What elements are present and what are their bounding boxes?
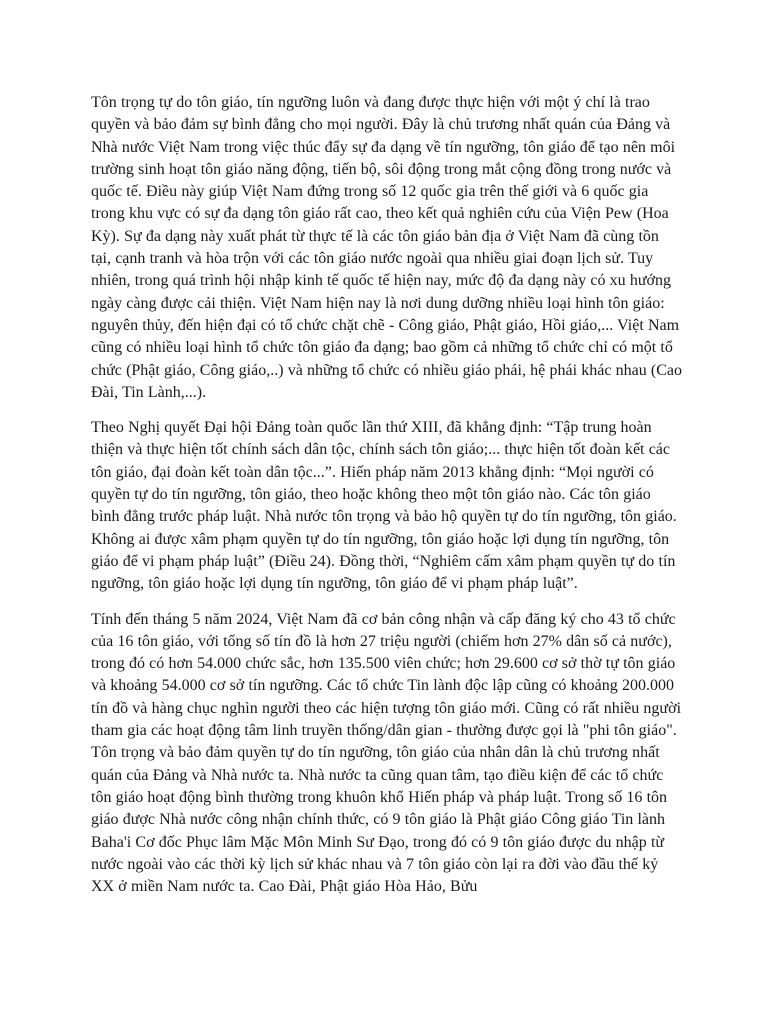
- document-body: [91, 92, 683, 911]
- paragraph-1: Tôn trọng tự do tôn giáo, tín ngưỡng luôn và đang được thực hiện với một ý chí là trao quyền và bảo đảm sự bình đẳng cho mọi người. Đây là chủ trương nhất quán của Đảng và Nhà nước Việt Nam trong việc thúc đẩy sự đa dạng về tín ngưỡng, tôn giáo để tạo nên môi trường sinh hoạt tôn giáo năng động, tiến bộ, sôi động trong mắt cộng đồng trong nước và quốc tế. Điều này giúp Việt Nam đứng trong số 12 quốc gia trên thế giới và 6 quốc gia trong khu vực có sự đa dạng tôn giáo rất cao, theo kết quả nghiên cứu của Viện Pew (Hoa Kỳ). Sự đa dạng này xuất phát từ thực tế là các tôn giáo bản địa ở Việt Nam đã cùng tồn tại, cạnh tranh và hòa trộn với các tôn giáo nước ngoài qua nhiều giai đoạn lịch sử. Tuy nhiên, trong quá trình hội nhập kinh tế quốc tế hiện nay, mức độ đa dạng này có xu hướng ngày càng được cải thiện. Việt Nam hiện nay là nơi dung dưỡng nhiều loại hình tôn giáo: nguyên thủy, đến hiện đại có tổ chức chặt chẽ - Công giáo, Phật giáo, Hồi giáo,... Việt Nam cũng có nhiều loại hình tổ chức tôn giáo đa dạng; bao gồm cả những tổ chức chỉ có một tổ chức (Phật giáo, Công giáo,..) và những tổ chức có nhiều giáo phái, hệ phái khác nhau (Cao Đài, Tin Lành,...).: [91, 94, 683, 401]
- paragraph-3: Tính đến tháng 5 năm 2024, Việt Nam đã cơ bản công nhận và cấp đăng ký cho 43 tổ chức của 16 tôn giáo, với tổng số tín đồ là hơn 27 triệu người (chiếm hơn 27% dân số cả nước), trong đó có hơn 54.000 chức sắc, hơn 135.500 viên chức; hơn 29.600 cơ sở thờ tự tôn giáo và khoảng 54.000 cơ sở tín ngưỡng. Các tổ chức Tin lành độc lập cũng có khoảng 200.000 tín đồ và hàng chục nghìn người theo các hiện tượng tôn giáo mới. Cũng có rất nhiều người tham gia các hoạt động tâm linh truyền thống/dân gian - thường được gọi là "phi tôn giáo". Tôn trọng và bảo đảm quyền tự do tín ngưỡng, tôn giáo của nhân dân là chủ trương nhất quán của Đảng và Nhà nước ta. Nhà nước ta cũng quan tâm, tạo điều kiện để các tổ chức tôn giáo hoạt động bình thường trong khuôn khổ Hiến pháp và pháp luật. Trong số 16 tôn giáo được Nhà nước công nhận chính thức, có 9 tôn giáo là Phật giáo Công giáo Tin lành Baha'i Cơ đốc Phục lâm Mặc Môn Minh Sư Đạo, trong đó có 9 tôn giáo được du nhập từ nước ngoài vào các thời kỳ lịch sử khác nhau và 7 tôn giáo còn lại ra đời vào đầu thế kỷ XX ở miền Nam nước ta. Cao Đài, Phật giáo Hòa Hảo, Bửu: [91, 610, 682, 896]
- paragraph-2: Theo Nghị quyết Đại hội Đảng toàn quốc lần thứ XIII, đã khẳng định: “Tập trung hoàn thiện và thực hiện tốt chính sách dân tộc, chính sách tôn giáo;... thực hiện tốt đoàn kết các tôn giáo, đại đoàn kết toàn dân tộc...”. Hiến pháp năm 2013 khẳng định: “Mọi người có quyền tự do tín ngưỡng, tôn giáo, theo hoặc không theo một tôn giáo nào. Các tôn giáo bình đẳng trước pháp luật. Nhà nước tôn trọng và bảo hộ quyền tự do tín ngưỡng, tôn giáo. Không ai được xâm phạm quyền tự do tín ngưỡng, tôn giáo hoặc lợi dụng tín ngưỡng, tôn giáo để vi phạm pháp luật” (Điều 24). Đồng thời, “Nghiêm cấm xâm phạm quyền tự do tín ngưỡng, tôn giáo hoặc lợi dụng tín ngưỡng, tôn giáo để vi phạm pháp luật”.: [91, 419, 677, 593]
